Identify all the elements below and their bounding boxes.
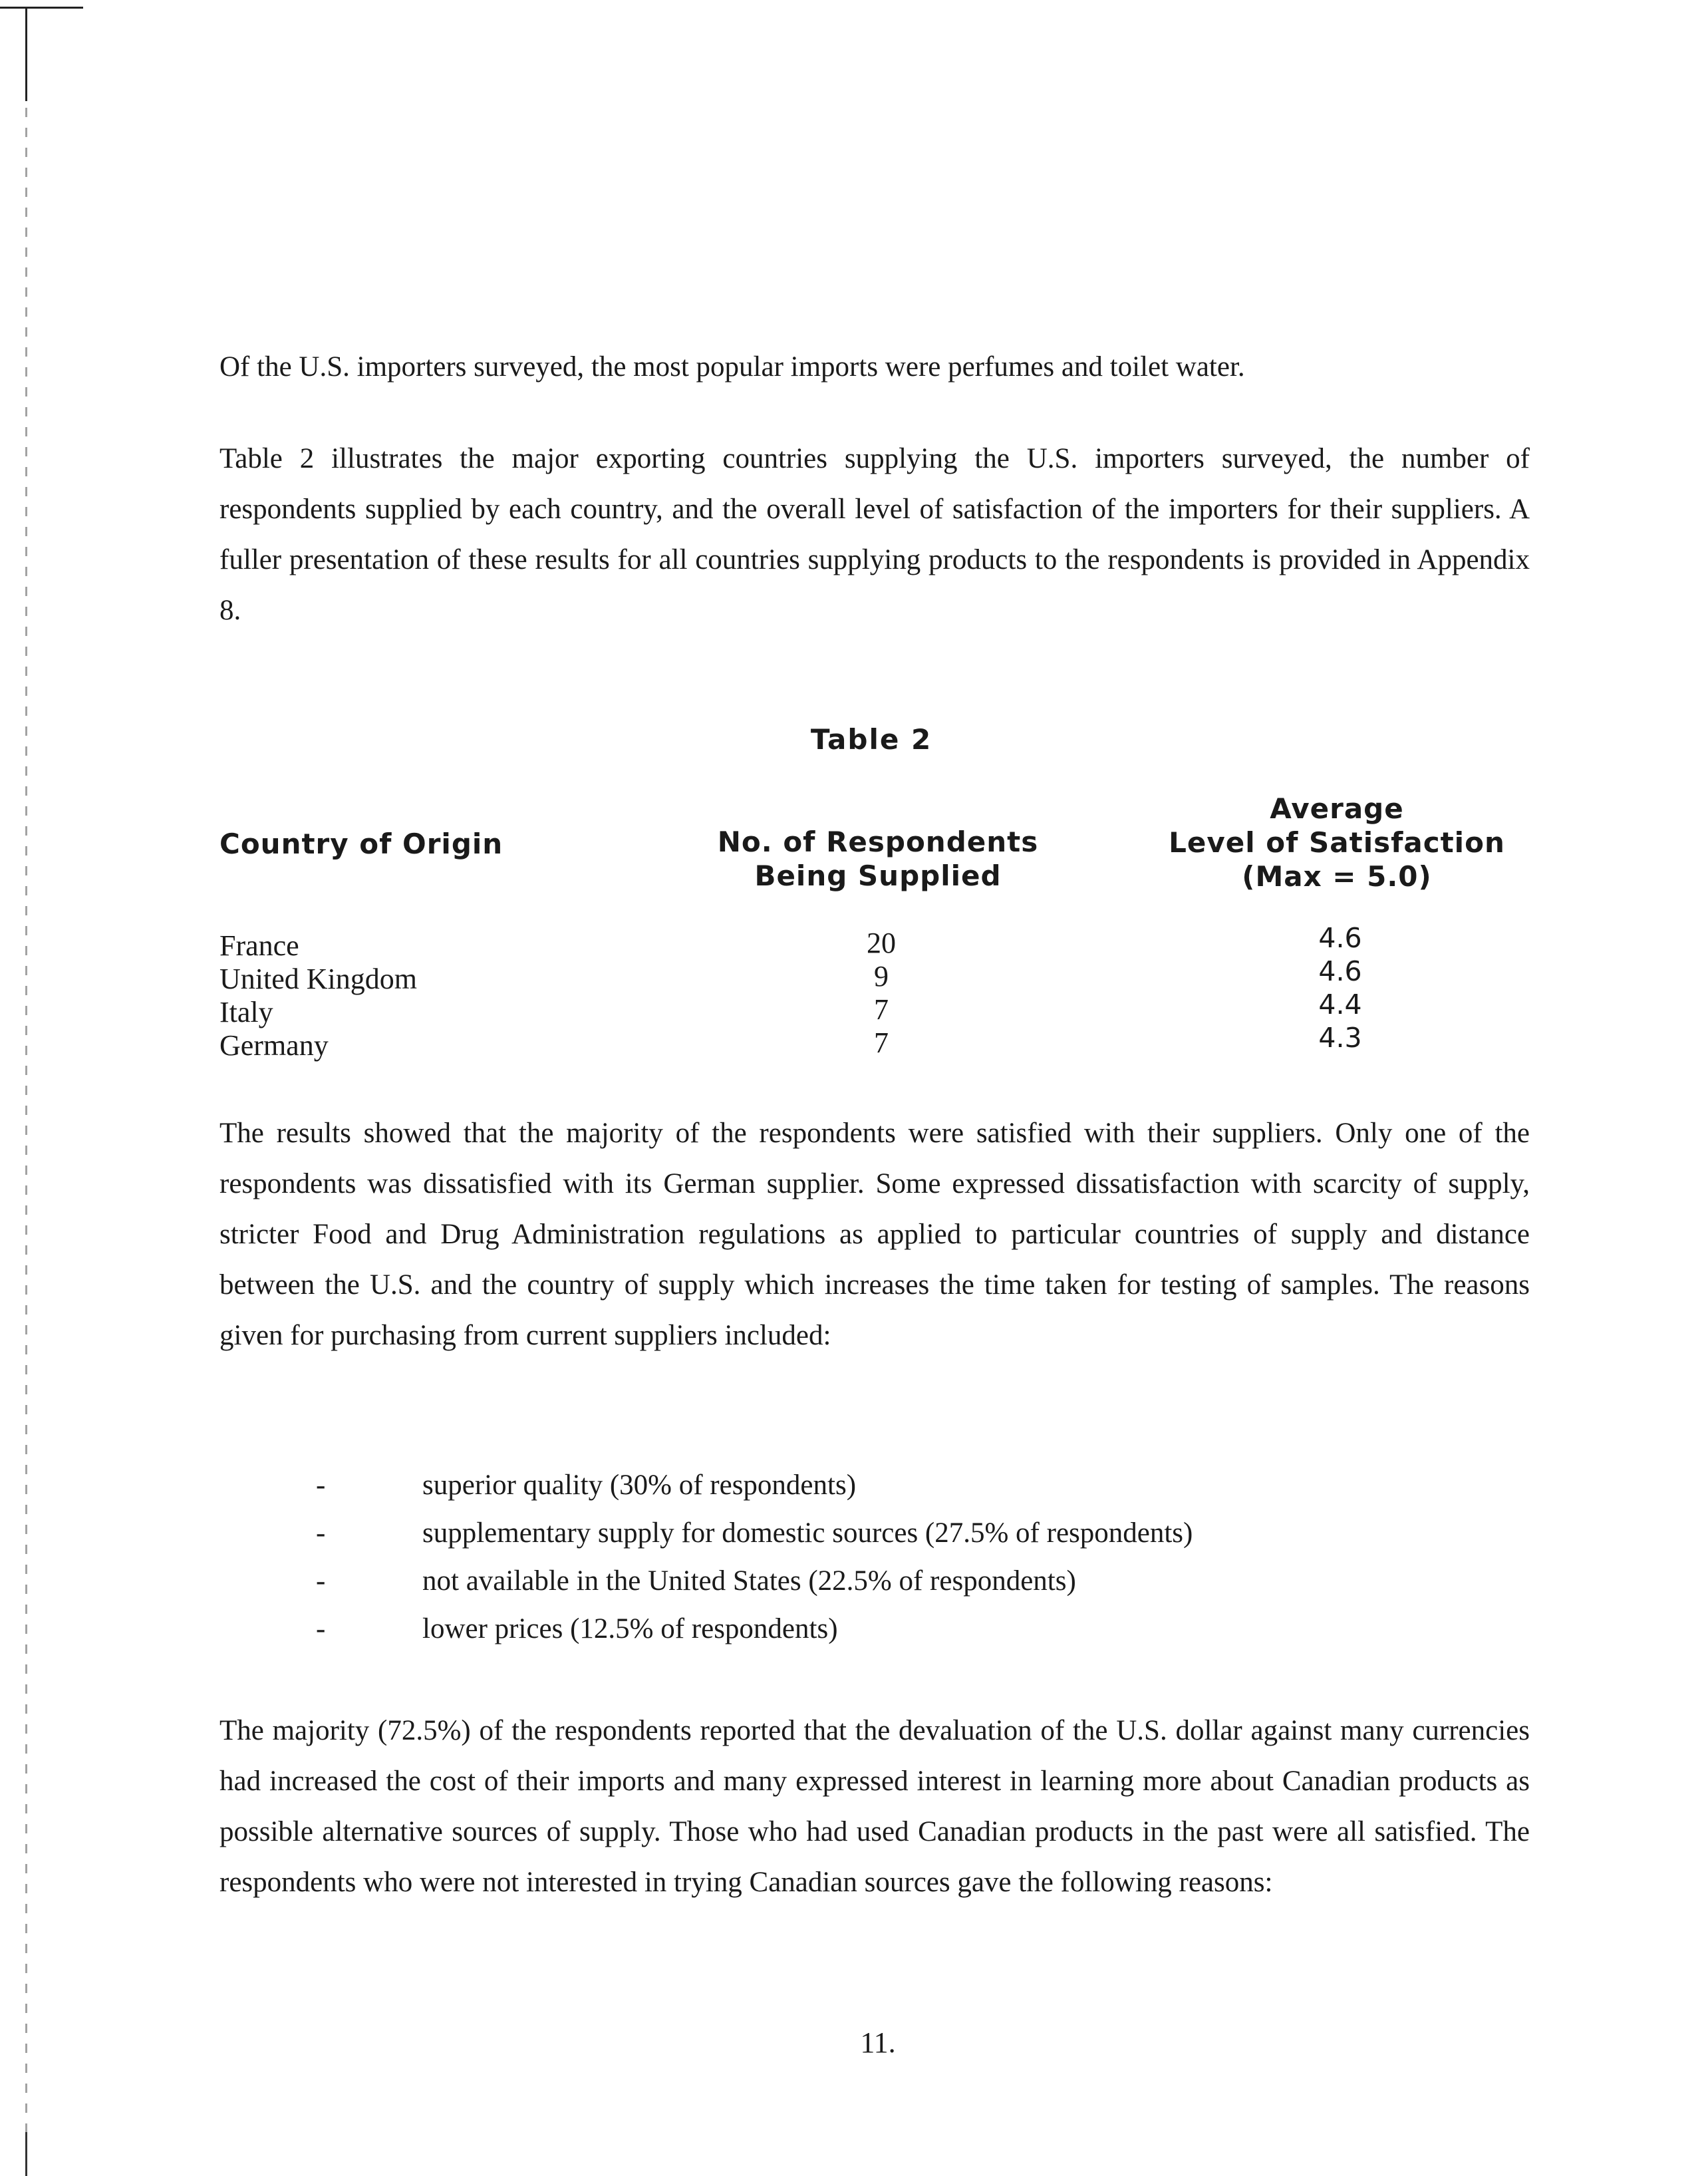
- page-number: 11.: [860, 2026, 896, 2059]
- results-paragraph: The results showed that the majority of the respondents were satisfied with their suppliers. Only one of the respondents was dissatisfied with its German supplier. Some expressed dissatisfaction with scarcity of supply, stricter Food and Drug Administration regulations as applied to particular countries of supply and distance between the U.S. and the country of supply which increases the time taken for testing of samples. The reasons given for purchasing from current suppliers included:: [219, 1118, 1530, 1351]
- list-item-text: supplementary supply for domestic sources (27.5% of respondents): [422, 1517, 1193, 1549]
- header-satisfaction-line1: Average: [1270, 792, 1404, 825]
- bullet-dash: -: [316, 1613, 326, 1644]
- list-item-text: not available in the United States (22.5% of respondents): [422, 1565, 1076, 1597]
- reasons-list: [316, 1462, 1513, 1653]
- table-cell-respondents: 7: [874, 993, 889, 1026]
- table-cell-satisfaction: 4.6: [1318, 955, 1362, 987]
- table-cell-country: France: [219, 929, 299, 962]
- respondents-column: [791, 927, 971, 1060]
- list-item: [316, 1605, 1513, 1653]
- list-item-text: lower prices (12.5% of respondents): [422, 1613, 838, 1644]
- table-cell-country: Germany: [219, 1029, 329, 1062]
- table-cell-respondents: 9: [874, 960, 889, 993]
- scan-edge-left-top: [25, 8, 27, 101]
- header-country-label: Country of Origin: [219, 828, 503, 860]
- bullet-dash: -: [316, 1517, 326, 1549]
- scan-edge-left: [25, 8, 27, 2170]
- intro-paragraph: Of the U.S. importers surveyed, the most popular imports were perfumes and toilet water.: [219, 351, 1245, 383]
- table-cell-respondents: 20: [867, 927, 896, 959]
- table-cell-country: Italy: [219, 996, 273, 1028]
- devaluation-paragraph: The majority (72.5%) of the respondents reported that the devaluation of the U.S. dollar against many currencies had increased the cost of their imports and many expressed interest in learning more about Canadian products as possible alternative sources of supply. Those who had used Canadian products in the past were all satisfied. The respondents who were not interested in trying Canadian sources gave the following reasons:: [219, 1715, 1530, 1898]
- header-satisfaction-line3: (Max = 5.0): [1242, 860, 1432, 893]
- header-respondents-line2: Being Supplied: [754, 859, 1002, 892]
- table-cell-satisfaction: 4.4: [1318, 989, 1362, 1020]
- table-cell-respondents: 7: [874, 1026, 889, 1059]
- list-item: [316, 1509, 1513, 1557]
- list-item: [316, 1462, 1513, 1509]
- scan-edge-top: [0, 7, 83, 9]
- header-country-of-origin: [219, 827, 503, 861]
- country-column: [219, 929, 417, 1062]
- satisfaction-column: [1250, 921, 1430, 1054]
- header-respondents-line1: No. of Respondents: [717, 826, 1039, 858]
- header-satisfaction: [1124, 792, 1550, 893]
- header-respondents: [678, 825, 1077, 893]
- bullet-dash: -: [316, 1470, 326, 1501]
- list-item-text: superior quality (30% of respondents): [422, 1470, 857, 1501]
- header-satisfaction-line2: Level of Satisfaction: [1169, 826, 1505, 859]
- scan-edge-left-bottom: [25, 2132, 27, 2176]
- table-cell-satisfaction: 4.3: [1318, 1022, 1362, 1054]
- table-cell-country: United Kingdom: [219, 963, 417, 995]
- bullet-dash: -: [316, 1565, 326, 1597]
- table-title: Table 2: [810, 723, 932, 756]
- table-description-paragraph: Table 2 illustrates the major exporting countries supplying the U.S. importers surveyed, the number of respondents supplied by each country, and the overall level of satisfaction of the importers for their suppliers. A fuller presentation of these results for all countries supplying products to the respondents is provided in Appendix 8.: [219, 443, 1530, 626]
- list-item: [316, 1557, 1513, 1605]
- table-cell-satisfaction: 4.6: [1318, 922, 1362, 954]
